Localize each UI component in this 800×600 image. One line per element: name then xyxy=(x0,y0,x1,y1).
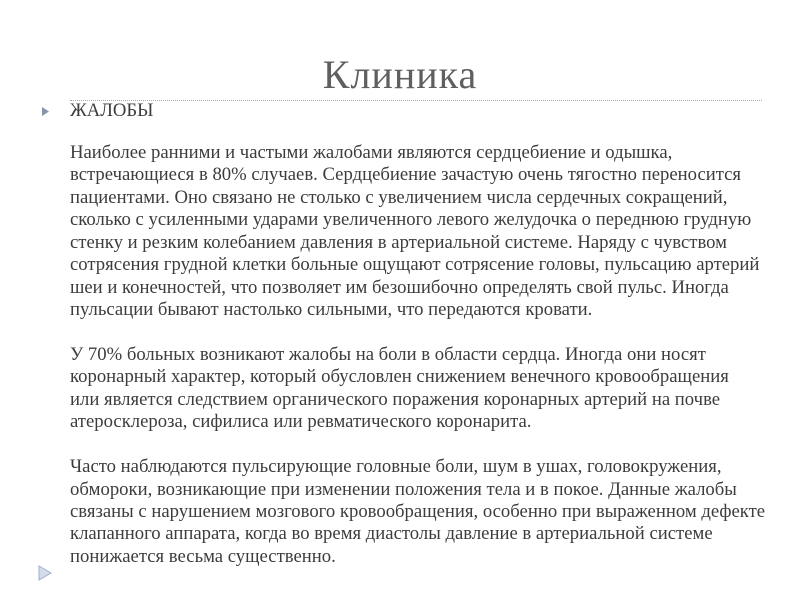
body-line: пульсации бывают настолько сильными, что передаются кровати. xyxy=(70,299,593,321)
body-line: обмороки, возникающие при изменении положения тела и в покое. Данные жалобы xyxy=(70,478,737,500)
body-line: пациентами. Оно связано не столько с увеличением числа сердечных сокращений, xyxy=(70,186,728,208)
body-line: шеи и конечностей, что позволяет им безошибочно определять свой пульс. Иногда xyxy=(70,276,729,298)
body-line: коронарный характер, который обусловлен снижением венечного кровообращения xyxy=(70,366,729,388)
body-line: сколько с усиленными ударами увеличенного левого желудочка о переднюю грудную xyxy=(70,209,752,231)
slide-title: Клиника xyxy=(322,52,478,97)
corner-triangle-icon xyxy=(38,565,52,581)
body-line: встречающиеся в 80% случаев. Сердцебиение зачастую очень тягостно переносится xyxy=(70,164,742,186)
body-line: Часто наблюдаются пульсирующие головные боли, шум в ушах, головокружения, xyxy=(70,456,722,478)
body-line: клапанного аппарата, когда во время диастолы давление в артериальной системе xyxy=(70,523,713,545)
bullet-heading: ЖАЛОБЫ xyxy=(70,100,154,121)
title-divider xyxy=(70,100,762,101)
body-line: У 70% больных возникают жалобы на боли в области сердца. Иногда они носят xyxy=(70,343,706,365)
slide-body xyxy=(70,142,798,568)
body-line: или является следствием органического поражения коронарных артерий на почве xyxy=(70,388,721,410)
body-line: стенку и резким колебанием давления в артериальной системе. Наряду с чувством xyxy=(70,231,727,253)
paragraph-complaints-headache xyxy=(70,456,798,568)
body-line: атеросклероза, сифилиса или ревматического коронарита. xyxy=(70,411,532,433)
paragraph-complaints-palpitations xyxy=(70,142,798,322)
body-line: понижается весьма существенно. xyxy=(70,545,336,567)
body-line: сотрясения грудной клетки больные ощущают сотрясение головы, пульсацию артерий xyxy=(70,254,760,276)
body-line: связаны с нарушением мозгового кровообращения, особенно при выраженном дефекте xyxy=(70,501,766,522)
bullet-triangle-icon xyxy=(42,107,49,116)
paragraph-complaints-heart-pain xyxy=(70,344,798,434)
body-line: Наиболее ранними и частыми жалобами являются сердцебиение и одышка, xyxy=(70,142,673,163)
